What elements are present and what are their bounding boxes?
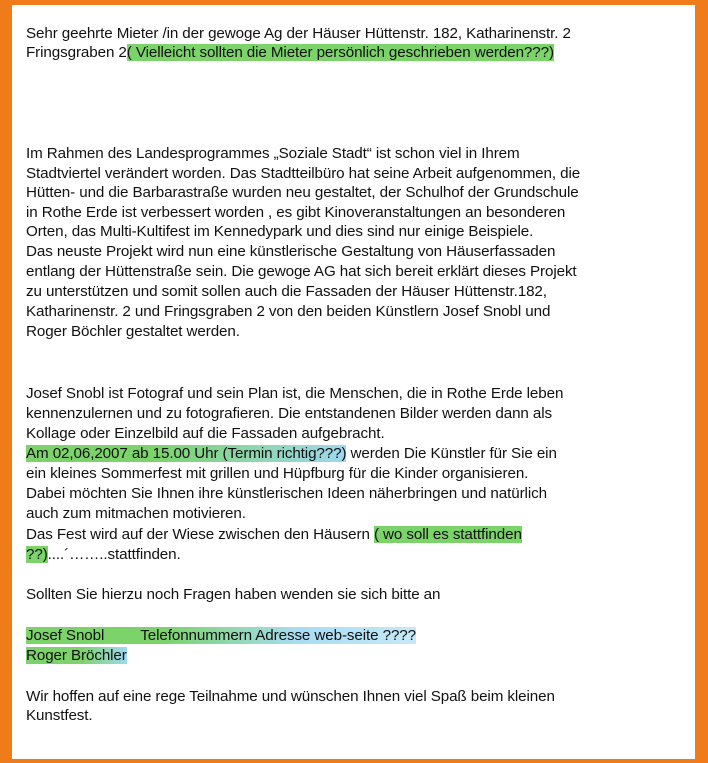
date-line <box>26 444 557 464</box>
text-line: zu unterstützen und somit sollen auch die Fassaden der Häuser Hüttenstr.182, <box>26 283 547 300</box>
questions-line: Sollten Sie hierzu noch Fragen haben wenden sie sich bitte an <box>26 586 441 603</box>
venue-note-highlight: ( wo soll es stattfinden <box>373 526 522 543</box>
contact-name: Josef Snobl <box>26 627 105 644</box>
text-line: Katharinenstr. 2 und Fringsgraben 2 von den beiden Künstlern Josef Snobl und <box>26 303 551 320</box>
address-text: Sehr geehrte Mieter /in der gewoge Ag der Häuser Hüttenstr. 182, Katharinenstr. 2 <box>26 25 571 42</box>
contact-note: Telefonnummern Adresse web-seite ???? <box>140 627 417 644</box>
text-line: Im Rahmen des Landesprogrammes „Soziale Stadt“ ist schon viel in Ihrem <box>26 145 520 162</box>
text-line: in Rothe Erde ist verbessert worden , es gibt Kinoveranstaltungen an besonderen <box>26 204 566 221</box>
contact-highlight-1 <box>26 627 416 644</box>
contact-name-2: Roger Bröchler <box>26 647 127 664</box>
text-line: Hütten- und die Barbarastraße wurden neu gestaltet, der Schulhof der Grundschule <box>26 184 579 201</box>
text-line: Das neuste Projekt wird nun eine künstlerische Gestaltung von Häuserfassaden <box>26 243 556 260</box>
header-line-1 <box>26 24 571 44</box>
text-line: entlang der Hüttenstraße sein. Die gewoge AG hat sich bereit erklärt dieses Projekt <box>26 263 577 280</box>
text-line: Kollage oder Einzelbild auf die Fassaden aufgebracht. <box>26 425 385 442</box>
text-line: auch zum mitmachen motivieren. <box>26 505 246 522</box>
contact-line-2 <box>26 646 127 666</box>
venue-line-2 <box>26 545 181 565</box>
text-line: Dabei möchten Sie Ihnen ihre künstlerischen Ideen näherbringen und natürlich <box>26 485 547 502</box>
venue-note-highlight-2: ??) <box>26 546 48 563</box>
text-line: Roger Böchler gestaltet werden. <box>26 323 240 340</box>
text-line: ein kleines Sommerfest mit grillen und Hüpfburg für die Kinder organisieren. <box>26 465 529 482</box>
date-highlight: Am 02,06,2007 ab 15.00 Uhr (Termin richtig???) <box>26 445 347 462</box>
editor-note-highlight: ( Vielleicht sollten die Mieter persönlich geschrieben werden???) <box>126 44 554 61</box>
text-segment: werden Die Künstler für Sie ein <box>346 445 557 462</box>
text-line: Kunstfest. <box>26 707 93 724</box>
text-line: Josef Snobl ist Fotograf und sein Plan ist, die Menschen, die in Rothe Erde leben <box>26 385 564 402</box>
venue-line-1 <box>26 525 522 545</box>
text-segment: ....´……..stattfinden. <box>47 546 181 563</box>
text-line: Stadtviertel verändert worden. Das Stadtteilbüro hat seine Arbeit aufgenommen, die <box>26 165 581 182</box>
text-segment: Das Fest wird auf der Wiese zwischen den Häusern <box>26 526 374 543</box>
text-line: Wir hoffen auf eine rege Teilnahme und wünschen Ihnen viel Spaß beim kleinen <box>26 688 555 705</box>
contact-line-1 <box>26 626 416 646</box>
header-line-2 <box>26 43 554 63</box>
text-line: kennenzulernen und zu fotografieren. Die entstandenen Bilder werden dann als <box>26 405 553 422</box>
address-text-2: Fringsgraben 2 <box>26 44 127 61</box>
text-line: Orten, das Multi-Kultifest im Kennedypark und dies sind nur einige Beispiele. <box>26 223 534 240</box>
